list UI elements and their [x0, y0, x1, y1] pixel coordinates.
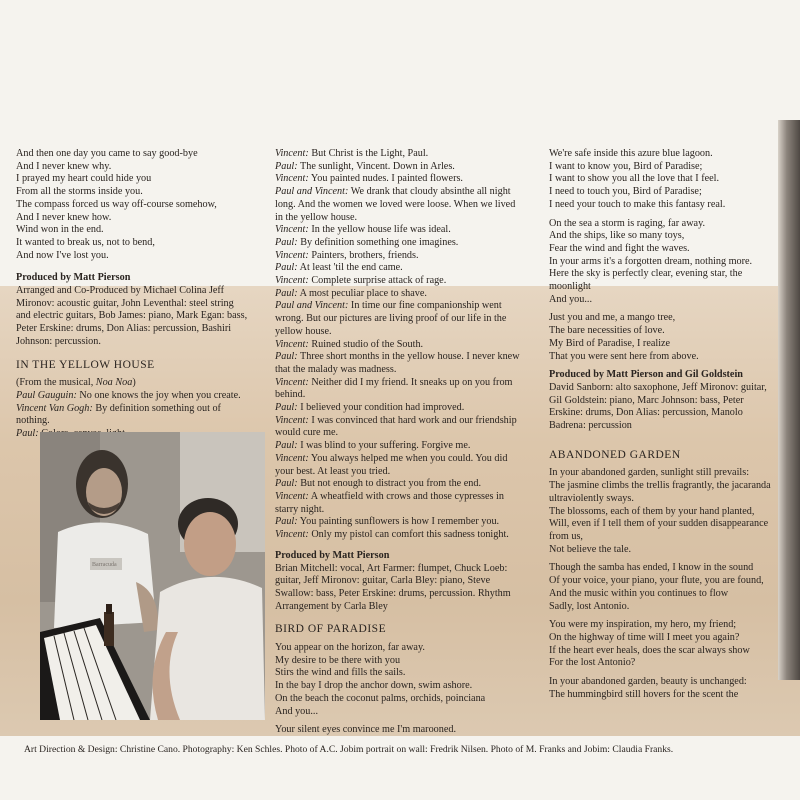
verse-stanza: [549, 312, 773, 363]
speaker: Vincent:: [275, 148, 309, 159]
lyric-line: In your abandoned garden, beauty is unchanged:: [549, 676, 747, 688]
source-title: Noa Noa: [95, 377, 133, 389]
column-right: [549, 148, 773, 707]
lyric-line: I need to touch you, Bird of Paradise;: [549, 186, 702, 198]
lyric-line: In your abandoned garden, sunlight still prevails:: [549, 467, 750, 479]
speaker: Paul:: [16, 428, 39, 440]
lyric-line: Wind won in the end.: [16, 224, 104, 236]
dialogue-line: [275, 453, 523, 478]
dialogue-text: By definition something out of nothing.: [16, 402, 221, 427]
lyric-line: Stirs the wind and fills the sails.: [275, 667, 406, 679]
dialogue-line: [275, 262, 523, 275]
footer-credits: Art Direction & Design: Christine Cano. Photography: Ken Schles. Photo of A.C. Jobim portrait on wall: Fredrik Nilsen. Photo of M. Franks and Jobim: Claudia Franks.: [24, 744, 674, 755]
speaker: Paul:: [275, 440, 298, 452]
dialogue-line: [275, 377, 523, 402]
lyric-line: In your arms it's a forgotten dream, nothing more.: [549, 255, 753, 267]
speaker: Vincent:: [275, 414, 309, 426]
lyric-line: The blossoms, each of them by your hand planted,: [549, 505, 755, 517]
dialogue-text: Only my pistol can comfort this sadness tonight.: [308, 529, 509, 541]
lyric-line: On the sea a storm is raging, far away.: [549, 217, 706, 229]
dialogue-text: I was convinced that hard work and our friendship would cure me.: [275, 414, 517, 439]
dialogue-text: You painted nudes. I painted flowers.: [308, 173, 463, 185]
speaker: Paul:: [275, 516, 298, 528]
dialogue-line: [16, 403, 248, 428]
lyric-line: We're safe inside this azure blue lagoon.: [549, 148, 713, 159]
dialogue-text: But Christ is the Light, Paul.: [308, 148, 429, 159]
lyric-line: And I never knew how.: [16, 211, 112, 223]
dialogue-text: In time our fine companionship went wrong. But our pictures are living proof of our life in the yellow house.: [275, 300, 507, 337]
dialogue-text: We drank that cloudy absinthe all night long. And the women we loved were loose. When we lived in the yellow house.: [275, 186, 516, 223]
dialogue-text: I was blind to your suffering. Forgive me.: [297, 440, 471, 452]
producer-credit: Produced by Matt Pierson and Gil Goldstein: [549, 369, 743, 381]
song-title: BIRD OF PARADISE: [275, 623, 387, 636]
lyric-line: If the heart ever heals, does the scar always show: [549, 644, 750, 656]
speaker: Paul:: [275, 262, 298, 274]
speaker: Paul:: [275, 402, 298, 414]
lyric-line: Just you and me, a mango tree,: [549, 312, 676, 324]
dialogue-text: Neither did I my friend. It sneaks up on you from behind.: [275, 376, 513, 401]
lyric-line: Though the samba has ended, I know in the sound: [549, 562, 754, 574]
musician-credits: David Sanborn: alto saxophone, Jeff Mironov: guitar, Gil Goldstein: piano, Marc Johnson: bass, Peter Erskine: drums, Don Alias: percussion, Manolo Badrena: percussion: [549, 381, 767, 432]
lyric-line: On the beach the coconut palms, orchids, poinciana: [275, 692, 486, 704]
speaker: Paul:: [275, 160, 298, 172]
lyric-line: In the bay I drop the anchor down, swim ashore.: [275, 680, 473, 692]
dialogue-line: [275, 402, 523, 415]
verse-stanza: [549, 218, 773, 307]
speaker: Paul and Vincent:: [275, 300, 349, 312]
lyric-line: And then one day you came to say good-bye: [16, 148, 198, 159]
speaker: Paul and Vincent:: [275, 186, 349, 198]
credits-block: [16, 272, 248, 348]
photo-illustration: [40, 432, 265, 720]
lyric-line: For the lost Antonio?: [549, 657, 636, 669]
lyric-line: Your silent eyes convince me I'm marooned.: [275, 724, 457, 736]
verse-stanza: [16, 148, 248, 262]
speaker: Vincent:: [275, 224, 309, 236]
dialogue-text: At least 'til the end came.: [297, 262, 403, 274]
lyric-line: The jasmine climbs the trellis fragrantly, the jacaranda ultraviolently sways.: [549, 480, 771, 504]
verse-stanza: [549, 467, 773, 556]
lyric-line: And you...: [275, 705, 319, 717]
dialogue-line: [16, 390, 248, 403]
lyric-line: And the ships, like so many toys,: [549, 230, 685, 242]
dialogue-line: [275, 516, 523, 529]
dialogue-block: [275, 148, 523, 542]
dialogue-text: In the yellow house life was ideal.: [308, 224, 451, 236]
lyric-line: You appear on the horizon, far away.: [275, 642, 425, 654]
dialogue-line: [275, 173, 523, 186]
lyric-line: I want to know you, Bird of Paradise;: [549, 160, 703, 172]
lyric-line: Sadly, lost Antonio.: [549, 600, 630, 612]
speaker: Vincent:: [275, 249, 309, 261]
lyric-line: My Bird of Paradise, I realize: [549, 337, 671, 349]
lyric-line: Of your voice, your piano, your flute, you are found,: [549, 575, 764, 587]
dialogue-text: Ruined studio of the South.: [308, 338, 424, 350]
lyric-line: It wanted to break us, not to bend,: [16, 236, 155, 248]
dialogue-line: [275, 275, 523, 288]
dialogue-text: You painting sunflowers is how I remember you.: [297, 516, 500, 528]
dialogue-text: By definition something one imagines.: [297, 236, 459, 248]
dialogue-line: [275, 351, 523, 376]
musicians-photo: [40, 432, 265, 720]
lyric-line: Fear the wind and fight the waves.: [549, 242, 690, 254]
speaker: Vincent:: [275, 338, 309, 350]
producer-credit: Produced by Matt Pierson: [16, 272, 131, 284]
lyric-line: You were my inspiration, my hero, my friend;: [549, 619, 737, 631]
verse-stanza: [549, 562, 773, 613]
dialogue-text: The sunlight, Vincent. Down in Arles.: [297, 160, 455, 172]
lyric-line: On the highway of time will I meet you again?: [549, 631, 740, 643]
column-left: [16, 148, 248, 441]
dialogue-text: A most peculiar place to shave.: [297, 287, 427, 299]
shirt-text: Barracuda: [92, 562, 117, 568]
source-prefix: (From the musical,: [16, 377, 96, 389]
dialogue-line: [275, 288, 523, 301]
source-suffix: ): [132, 377, 136, 389]
musician-credits: Arranged and Co-Produced by Michael Colina Jeff Mironov: acoustic guitar, John Leventhal: steel string and electric guitars, Bob James: piano, Mark Egan: bass, Peter Erskine: drums, Don Alias: percussion, Bashiri Johnson: percussion.: [16, 285, 248, 347]
lyric-line: And now I've lost you.: [16, 249, 109, 261]
dialogue-line: [275, 148, 523, 161]
dialogue-text: A wheatfield with crows and those cypresses in starry night.: [275, 490, 504, 515]
speaker: Vincent Van Gogh:: [16, 402, 93, 414]
lyric-line: And I never knew why.: [16, 160, 112, 172]
dialogue-line: [275, 300, 523, 338]
lyric-line: The compass forced us way off-course somehow,: [16, 198, 217, 210]
speaker: Vincent:: [275, 490, 309, 502]
lyric-line: I prayed my heart could hide you: [16, 173, 152, 185]
lyric-line: I want to show you all the love that I feel.: [549, 173, 720, 185]
song-title: IN THE YELLOW HOUSE: [16, 358, 155, 371]
lyric-line: The bare necessities of love.: [549, 325, 665, 337]
speaker: Paul:: [275, 236, 298, 248]
verse-stanza: [549, 148, 773, 212]
speaker: Paul:: [275, 478, 298, 490]
lyric-line: That you were sent here from above.: [549, 350, 699, 362]
speaker: Vincent:: [275, 376, 309, 388]
speaker: Vincent:: [275, 275, 309, 287]
credits-block: [275, 550, 523, 614]
speaker: Paul:: [275, 351, 298, 363]
dialogue-line: [275, 491, 523, 516]
dialogue-line: [275, 237, 523, 250]
dialogue-text: Three short months in the yellow house. I never knew that the malady was madness.: [275, 351, 520, 375]
lyric-line: And you...: [549, 293, 593, 305]
speaker: Vincent:: [275, 173, 309, 185]
verse-stanza: [549, 619, 773, 670]
musical-source: [16, 377, 248, 390]
lyric-line: Not believe the tale.: [549, 543, 632, 555]
verse-stanza: [275, 642, 523, 718]
musician-credits: Brian Mitchell: vocal, Art Farmer: flumpet, Chuck Loeb: guitar, Jeff Mironov: guitar, Carla Bley: piano, Steve Swallow: bass, Peter Erskine: drums, percussion. Rhythm Arrangement by Carla Bley: [275, 562, 511, 612]
dialogue-text: But not enough to distract you from the end.: [297, 478, 481, 490]
lyric-line: My desire to be there with you: [275, 654, 401, 666]
dialogue-text: You always helped me when you could. You did your best. At least you tried.: [275, 452, 508, 477]
lyric-line: I need your touch to make this fantasy real.: [549, 198, 726, 210]
verse-stanza: [549, 676, 773, 701]
dialogue-line: [275, 161, 523, 174]
dialogue-line: [275, 339, 523, 352]
dialogue-line: [275, 529, 523, 542]
dialogue-text: I believed your condition had improved.: [297, 402, 465, 414]
credits-block: [549, 369, 773, 433]
dialogue-line: [275, 478, 523, 491]
lyric-line: Here the sky is perfectly clear, evening star, the moonlight: [549, 268, 743, 293]
dialogue-text: Painters, brothers, friends.: [308, 249, 419, 261]
speaker: Vincent:: [275, 452, 309, 464]
speaker: Paul:: [275, 287, 298, 299]
lyric-line: Will, even if I tell them of your sudden disappearance from us,: [549, 518, 769, 542]
dialogue-line: [275, 440, 523, 453]
lyric-line: From all the storms inside you.: [16, 186, 143, 198]
lyric-line: The hummingbird still hovers for the scent the: [549, 688, 739, 700]
song-title: ABANDONED GARDEN: [549, 448, 681, 461]
dialogue-text: Complete surprise attack of rage.: [308, 275, 447, 287]
speaker: Paul Gauguin:: [16, 389, 77, 401]
dialogue-line: [275, 250, 523, 263]
page-edge-shadow: [778, 120, 800, 680]
producer-credit: Produced by Matt Pierson: [275, 549, 390, 561]
dialogue-line: [275, 186, 523, 224]
lyric-line: And the music within you continues to flow: [549, 587, 729, 599]
dialogue-line: [275, 415, 523, 440]
dialogue-text: No one knows the joy when you create.: [76, 389, 241, 401]
speaker: Vincent:: [275, 529, 309, 541]
dialogue-line: [275, 224, 523, 237]
column-middle: [275, 148, 523, 737]
